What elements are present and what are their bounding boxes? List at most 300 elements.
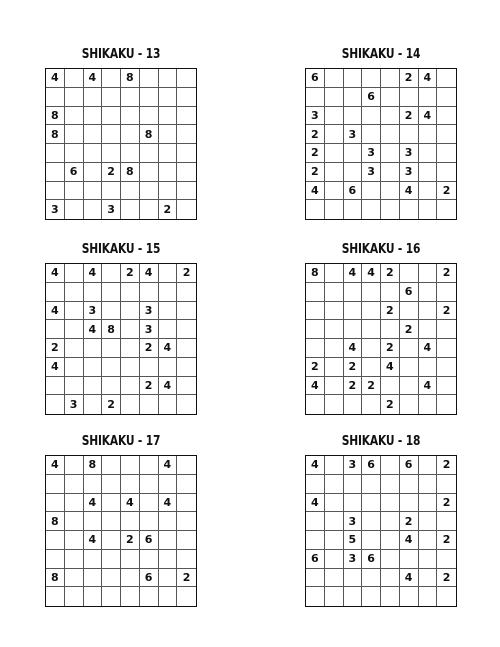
grid-cell[interactable] bbox=[325, 69, 344, 88]
grid-cell[interactable] bbox=[84, 550, 103, 569]
grid-cell[interactable] bbox=[362, 283, 381, 302]
grid-cell[interactable] bbox=[140, 395, 159, 414]
grid-cell[interactable] bbox=[325, 494, 344, 513]
grid-cell[interactable]: 4 bbox=[344, 339, 363, 358]
grid-cell[interactable] bbox=[140, 512, 159, 531]
grid-cell[interactable] bbox=[140, 88, 159, 107]
grid-cell[interactable] bbox=[159, 531, 178, 550]
grid-cell[interactable]: 4 bbox=[400, 569, 419, 588]
grid-cell[interactable] bbox=[121, 339, 140, 358]
grid-cell[interactable]: 3 bbox=[140, 320, 159, 339]
grid-cell[interactable] bbox=[102, 69, 121, 88]
grid-cell[interactable] bbox=[46, 494, 65, 513]
grid-cell[interactable] bbox=[325, 569, 344, 588]
grid-cell[interactable] bbox=[65, 182, 84, 201]
grid-cell[interactable] bbox=[65, 456, 84, 475]
grid-cell[interactable] bbox=[362, 320, 381, 339]
grid-cell[interactable] bbox=[84, 163, 103, 182]
grid-cell[interactable]: 6 bbox=[400, 456, 419, 475]
grid-cell[interactable]: 6 bbox=[344, 182, 363, 201]
grid-cell[interactable]: 6 bbox=[306, 69, 325, 88]
grid-cell[interactable] bbox=[84, 587, 103, 606]
grid-cell[interactable]: 3 bbox=[344, 550, 363, 569]
grid-cell[interactable] bbox=[159, 550, 178, 569]
grid-cell[interactable] bbox=[84, 377, 103, 396]
grid-cell[interactable] bbox=[325, 144, 344, 163]
grid-cell[interactable]: 6 bbox=[140, 569, 159, 588]
grid-cell[interactable] bbox=[140, 182, 159, 201]
grid-cell[interactable] bbox=[325, 512, 344, 531]
grid-cell[interactable] bbox=[102, 144, 121, 163]
grid-cell[interactable] bbox=[400, 475, 419, 494]
grid-cell[interactable]: 2 bbox=[306, 125, 325, 144]
grid-cell[interactable]: 4 bbox=[419, 339, 438, 358]
grid-cell[interactable] bbox=[362, 512, 381, 531]
grid-cell[interactable] bbox=[306, 587, 325, 606]
grid-cell[interactable]: 2 bbox=[400, 320, 419, 339]
grid-cell[interactable] bbox=[419, 302, 438, 321]
grid-cell[interactable] bbox=[159, 182, 178, 201]
grid-cell[interactable]: 4 bbox=[140, 264, 159, 283]
grid-cell[interactable]: 4 bbox=[381, 358, 400, 377]
grid-cell[interactable]: 2 bbox=[344, 377, 363, 396]
grid-cell[interactable]: 3 bbox=[140, 302, 159, 321]
grid-cell[interactable] bbox=[177, 358, 196, 377]
grid-cell[interactable] bbox=[400, 88, 419, 107]
grid-cell[interactable] bbox=[84, 125, 103, 144]
grid-cell[interactable] bbox=[140, 163, 159, 182]
grid-cell[interactable] bbox=[84, 475, 103, 494]
grid-cell[interactable] bbox=[306, 200, 325, 219]
grid-cell[interactable]: 4 bbox=[306, 182, 325, 201]
grid-cell[interactable] bbox=[306, 569, 325, 588]
grid-cell[interactable] bbox=[84, 339, 103, 358]
grid-cell[interactable] bbox=[362, 125, 381, 144]
grid-cell[interactable]: 3 bbox=[344, 512, 363, 531]
grid-cell[interactable] bbox=[65, 320, 84, 339]
grid-cell[interactable] bbox=[325, 320, 344, 339]
grid-cell[interactable]: 2 bbox=[306, 144, 325, 163]
grid-cell[interactable]: 4 bbox=[344, 264, 363, 283]
grid-cell[interactable]: 4 bbox=[46, 358, 65, 377]
grid-cell[interactable] bbox=[65, 569, 84, 588]
grid-cell[interactable] bbox=[177, 320, 196, 339]
grid-cell[interactable] bbox=[381, 320, 400, 339]
grid-cell[interactable] bbox=[102, 125, 121, 144]
grid-cell[interactable] bbox=[419, 456, 438, 475]
grid-cell[interactable]: 4 bbox=[400, 182, 419, 201]
grid-cell[interactable] bbox=[102, 512, 121, 531]
grid-cell[interactable] bbox=[362, 531, 381, 550]
grid-cell[interactable] bbox=[159, 358, 178, 377]
grid-cell[interactable] bbox=[381, 283, 400, 302]
grid-cell[interactable] bbox=[177, 456, 196, 475]
grid-cell[interactable] bbox=[306, 88, 325, 107]
grid-cell[interactable] bbox=[65, 144, 84, 163]
grid-cell[interactable] bbox=[437, 200, 456, 219]
grid-cell[interactable]: 2 bbox=[437, 456, 456, 475]
grid-cell[interactable]: 8 bbox=[121, 69, 140, 88]
grid-cell[interactable]: 2 bbox=[437, 302, 456, 321]
grid-cell[interactable] bbox=[344, 283, 363, 302]
grid-cell[interactable] bbox=[381, 550, 400, 569]
grid-cell[interactable]: 4 bbox=[306, 377, 325, 396]
grid-cell[interactable] bbox=[65, 339, 84, 358]
grid-cell[interactable] bbox=[419, 531, 438, 550]
grid-cell[interactable] bbox=[65, 302, 84, 321]
grid-cell[interactable]: 2 bbox=[306, 163, 325, 182]
grid-cell[interactable] bbox=[325, 125, 344, 144]
grid-cell[interactable]: 3 bbox=[46, 200, 65, 219]
grid-cell[interactable]: 4 bbox=[46, 302, 65, 321]
grid-cell[interactable] bbox=[65, 358, 84, 377]
grid-cell[interactable] bbox=[46, 531, 65, 550]
grid-cell[interactable] bbox=[159, 320, 178, 339]
grid-cell[interactable]: 8 bbox=[46, 125, 65, 144]
grid-cell[interactable]: 2 bbox=[400, 107, 419, 126]
grid-cell[interactable] bbox=[437, 395, 456, 414]
grid-cell[interactable] bbox=[159, 88, 178, 107]
grid-cell[interactable]: 2 bbox=[140, 377, 159, 396]
grid-cell[interactable]: 2 bbox=[437, 182, 456, 201]
grid-cell[interactable] bbox=[437, 339, 456, 358]
grid-cell[interactable] bbox=[46, 550, 65, 569]
grid-cell[interactable]: 3 bbox=[344, 125, 363, 144]
grid-cell[interactable] bbox=[102, 587, 121, 606]
grid-cell[interactable] bbox=[177, 163, 196, 182]
grid-cell[interactable] bbox=[325, 339, 344, 358]
grid-cell[interactable]: 6 bbox=[306, 550, 325, 569]
grid-cell[interactable] bbox=[325, 283, 344, 302]
grid-cell[interactable]: 4 bbox=[84, 264, 103, 283]
grid-cell[interactable] bbox=[344, 320, 363, 339]
grid-cell[interactable] bbox=[121, 107, 140, 126]
grid-cell[interactable] bbox=[419, 512, 438, 531]
grid-cell[interactable] bbox=[381, 531, 400, 550]
grid-cell[interactable] bbox=[344, 569, 363, 588]
grid-cell[interactable]: 2 bbox=[437, 264, 456, 283]
grid-cell[interactable] bbox=[46, 475, 65, 494]
grid-cell[interactable] bbox=[102, 456, 121, 475]
grid-cell[interactable] bbox=[177, 377, 196, 396]
grid-cell[interactable]: 4 bbox=[46, 69, 65, 88]
grid-cell[interactable] bbox=[381, 569, 400, 588]
grid-cell[interactable] bbox=[46, 395, 65, 414]
grid-cell[interactable]: 8 bbox=[121, 163, 140, 182]
grid-cell[interactable] bbox=[140, 283, 159, 302]
grid-cell[interactable] bbox=[46, 320, 65, 339]
grid-cell[interactable] bbox=[140, 200, 159, 219]
grid-cell[interactable] bbox=[121, 200, 140, 219]
grid-cell[interactable] bbox=[159, 163, 178, 182]
grid-cell[interactable] bbox=[65, 587, 84, 606]
grid-cell[interactable]: 6 bbox=[65, 163, 84, 182]
grid-cell[interactable] bbox=[46, 182, 65, 201]
grid-cell[interactable]: 8 bbox=[140, 125, 159, 144]
grid-cell[interactable]: 2 bbox=[177, 264, 196, 283]
grid-cell[interactable]: 4 bbox=[419, 377, 438, 396]
grid-cell[interactable] bbox=[306, 395, 325, 414]
grid-cell[interactable] bbox=[325, 358, 344, 377]
grid-cell[interactable]: 4 bbox=[400, 531, 419, 550]
grid-cell[interactable] bbox=[102, 182, 121, 201]
grid-cell[interactable] bbox=[102, 107, 121, 126]
grid-cell[interactable] bbox=[325, 200, 344, 219]
grid-cell[interactable] bbox=[84, 512, 103, 531]
grid-cell[interactable] bbox=[325, 475, 344, 494]
grid-cell[interactable] bbox=[159, 283, 178, 302]
grid-cell[interactable] bbox=[437, 512, 456, 531]
grid-cell[interactable]: 2 bbox=[400, 512, 419, 531]
grid-cell[interactable] bbox=[381, 200, 400, 219]
grid-cell[interactable] bbox=[381, 144, 400, 163]
grid-cell[interactable]: 8 bbox=[84, 456, 103, 475]
grid-cell[interactable] bbox=[65, 512, 84, 531]
grid-cell[interactable]: 4 bbox=[306, 456, 325, 475]
grid-cell[interactable] bbox=[102, 283, 121, 302]
grid-cell[interactable] bbox=[177, 107, 196, 126]
grid-cell[interactable] bbox=[362, 569, 381, 588]
grid-cell[interactable]: 3 bbox=[362, 144, 381, 163]
grid-cell[interactable]: 2 bbox=[121, 531, 140, 550]
grid-cell[interactable]: 4 bbox=[159, 339, 178, 358]
grid-cell[interactable]: 2 bbox=[46, 339, 65, 358]
grid-cell[interactable] bbox=[325, 264, 344, 283]
grid-cell[interactable]: 6 bbox=[362, 550, 381, 569]
grid-cell[interactable] bbox=[381, 125, 400, 144]
grid-cell[interactable] bbox=[140, 494, 159, 513]
grid-cell[interactable]: 8 bbox=[102, 320, 121, 339]
grid-cell[interactable] bbox=[325, 587, 344, 606]
grid-cell[interactable] bbox=[437, 377, 456, 396]
grid-cell[interactable] bbox=[381, 475, 400, 494]
grid-cell[interactable] bbox=[437, 107, 456, 126]
grid-cell[interactable]: 4 bbox=[419, 107, 438, 126]
grid-cell[interactable] bbox=[344, 163, 363, 182]
grid-cell[interactable] bbox=[121, 320, 140, 339]
grid-cell[interactable] bbox=[177, 587, 196, 606]
grid-cell[interactable]: 4 bbox=[362, 264, 381, 283]
grid-cell[interactable] bbox=[159, 144, 178, 163]
grid-cell[interactable] bbox=[102, 531, 121, 550]
grid-cell[interactable] bbox=[159, 302, 178, 321]
grid-cell[interactable] bbox=[159, 264, 178, 283]
grid-cell[interactable] bbox=[437, 163, 456, 182]
grid-cell[interactable] bbox=[419, 200, 438, 219]
grid-cell[interactable]: 2 bbox=[400, 69, 419, 88]
grid-cell[interactable] bbox=[159, 69, 178, 88]
grid-cell[interactable] bbox=[325, 456, 344, 475]
grid-cell[interactable]: 4 bbox=[46, 456, 65, 475]
grid-cell[interactable] bbox=[362, 182, 381, 201]
grid-cell[interactable] bbox=[400, 264, 419, 283]
grid-cell[interactable]: 3 bbox=[344, 456, 363, 475]
grid-cell[interactable] bbox=[102, 88, 121, 107]
grid-cell[interactable] bbox=[362, 339, 381, 358]
grid-cell[interactable] bbox=[102, 494, 121, 513]
grid-cell[interactable] bbox=[102, 339, 121, 358]
grid-cell[interactable] bbox=[437, 69, 456, 88]
grid-cell[interactable] bbox=[84, 144, 103, 163]
grid-cell[interactable] bbox=[325, 531, 344, 550]
grid-cell[interactable] bbox=[419, 475, 438, 494]
grid-cell[interactable] bbox=[159, 475, 178, 494]
grid-cell[interactable] bbox=[381, 494, 400, 513]
grid-cell[interactable] bbox=[121, 475, 140, 494]
grid-cell[interactable]: 2 bbox=[381, 264, 400, 283]
grid-cell[interactable] bbox=[419, 395, 438, 414]
grid-cell[interactable] bbox=[381, 587, 400, 606]
grid-cell[interactable] bbox=[177, 200, 196, 219]
grid-cell[interactable] bbox=[419, 144, 438, 163]
grid-cell[interactable] bbox=[121, 456, 140, 475]
grid-cell[interactable] bbox=[140, 550, 159, 569]
grid-cell[interactable] bbox=[437, 88, 456, 107]
grid-cell[interactable]: 3 bbox=[65, 395, 84, 414]
grid-cell[interactable] bbox=[306, 339, 325, 358]
grid-cell[interactable] bbox=[381, 88, 400, 107]
grid-cell[interactable] bbox=[65, 125, 84, 144]
grid-cell[interactable] bbox=[121, 587, 140, 606]
grid-cell[interactable]: 6 bbox=[400, 283, 419, 302]
grid-cell[interactable] bbox=[84, 283, 103, 302]
grid-cell[interactable] bbox=[159, 395, 178, 414]
grid-cell[interactable] bbox=[46, 163, 65, 182]
grid-cell[interactable] bbox=[65, 107, 84, 126]
grid-cell[interactable] bbox=[177, 302, 196, 321]
grid-cell[interactable] bbox=[65, 550, 84, 569]
grid-cell[interactable] bbox=[159, 107, 178, 126]
grid-cell[interactable] bbox=[381, 107, 400, 126]
grid-cell[interactable] bbox=[437, 125, 456, 144]
grid-cell[interactable]: 2 bbox=[177, 569, 196, 588]
grid-cell[interactable]: 4 bbox=[84, 494, 103, 513]
grid-cell[interactable] bbox=[140, 475, 159, 494]
grid-cell[interactable] bbox=[102, 569, 121, 588]
grid-cell[interactable]: 2 bbox=[381, 302, 400, 321]
grid-cell[interactable] bbox=[306, 283, 325, 302]
grid-cell[interactable] bbox=[159, 569, 178, 588]
grid-cell[interactable] bbox=[400, 200, 419, 219]
grid-cell[interactable]: 3 bbox=[84, 302, 103, 321]
grid-cell[interactable] bbox=[102, 475, 121, 494]
grid-cell[interactable] bbox=[437, 358, 456, 377]
grid-cell[interactable] bbox=[419, 182, 438, 201]
grid-cell[interactable] bbox=[344, 395, 363, 414]
grid-cell[interactable] bbox=[362, 107, 381, 126]
grid-cell[interactable] bbox=[177, 512, 196, 531]
grid-cell[interactable] bbox=[344, 587, 363, 606]
grid-cell[interactable]: 4 bbox=[84, 69, 103, 88]
grid-cell[interactable] bbox=[437, 320, 456, 339]
grid-cell[interactable]: 5 bbox=[344, 531, 363, 550]
grid-cell[interactable]: 2 bbox=[381, 339, 400, 358]
grid-cell[interactable] bbox=[362, 494, 381, 513]
grid-cell[interactable]: 4 bbox=[121, 494, 140, 513]
grid-cell[interactable] bbox=[140, 144, 159, 163]
grid-cell[interactable]: 8 bbox=[46, 107, 65, 126]
grid-cell[interactable] bbox=[344, 475, 363, 494]
grid-cell[interactable]: 3 bbox=[362, 163, 381, 182]
grid-cell[interactable] bbox=[121, 283, 140, 302]
grid-cell[interactable] bbox=[419, 494, 438, 513]
grid-cell[interactable] bbox=[102, 302, 121, 321]
grid-cell[interactable] bbox=[140, 587, 159, 606]
grid-cell[interactable] bbox=[121, 550, 140, 569]
grid-cell[interactable] bbox=[121, 182, 140, 201]
grid-cell[interactable] bbox=[419, 358, 438, 377]
grid-cell[interactable] bbox=[177, 144, 196, 163]
grid-cell[interactable]: 2 bbox=[362, 377, 381, 396]
grid-cell[interactable] bbox=[121, 358, 140, 377]
grid-cell[interactable] bbox=[65, 475, 84, 494]
grid-cell[interactable]: 2 bbox=[159, 200, 178, 219]
grid-cell[interactable] bbox=[419, 283, 438, 302]
grid-cell[interactable] bbox=[140, 456, 159, 475]
grid-cell[interactable] bbox=[121, 302, 140, 321]
grid-cell[interactable] bbox=[325, 550, 344, 569]
grid-cell[interactable] bbox=[306, 320, 325, 339]
grid-cell[interactable] bbox=[344, 107, 363, 126]
grid-cell[interactable] bbox=[437, 283, 456, 302]
grid-cell[interactable] bbox=[65, 264, 84, 283]
grid-cell[interactable] bbox=[46, 587, 65, 606]
grid-cell[interactable] bbox=[121, 144, 140, 163]
grid-cell[interactable] bbox=[419, 320, 438, 339]
grid-cell[interactable] bbox=[437, 550, 456, 569]
grid-cell[interactable] bbox=[362, 358, 381, 377]
grid-cell[interactable] bbox=[65, 200, 84, 219]
grid-cell[interactable] bbox=[344, 302, 363, 321]
grid-cell[interactable] bbox=[177, 88, 196, 107]
grid-cell[interactable] bbox=[121, 88, 140, 107]
grid-cell[interactable] bbox=[362, 475, 381, 494]
grid-cell[interactable] bbox=[381, 182, 400, 201]
grid-cell[interactable]: 2 bbox=[306, 358, 325, 377]
grid-cell[interactable] bbox=[400, 550, 419, 569]
grid-cell[interactable] bbox=[306, 531, 325, 550]
grid-cell[interactable] bbox=[400, 339, 419, 358]
grid-cell[interactable] bbox=[84, 569, 103, 588]
grid-cell[interactable] bbox=[306, 512, 325, 531]
grid-cell[interactable]: 2 bbox=[437, 531, 456, 550]
grid-cell[interactable]: 6 bbox=[140, 531, 159, 550]
grid-cell[interactable] bbox=[65, 283, 84, 302]
grid-cell[interactable] bbox=[400, 494, 419, 513]
grid-cell[interactable] bbox=[344, 494, 363, 513]
grid-cell[interactable] bbox=[121, 569, 140, 588]
grid-cell[interactable]: 4 bbox=[159, 456, 178, 475]
grid-cell[interactable] bbox=[400, 587, 419, 606]
grid-cell[interactable]: 8 bbox=[306, 264, 325, 283]
grid-cell[interactable] bbox=[84, 358, 103, 377]
grid-cell[interactable] bbox=[159, 125, 178, 144]
grid-cell[interactable]: 2 bbox=[344, 358, 363, 377]
grid-cell[interactable]: 2 bbox=[381, 395, 400, 414]
grid-cell[interactable] bbox=[177, 125, 196, 144]
grid-cell[interactable] bbox=[121, 377, 140, 396]
grid-cell[interactable] bbox=[437, 144, 456, 163]
grid-cell[interactable]: 8 bbox=[46, 512, 65, 531]
grid-cell[interactable] bbox=[102, 264, 121, 283]
grid-cell[interactable]: 4 bbox=[159, 494, 178, 513]
grid-cell[interactable] bbox=[400, 125, 419, 144]
grid-cell[interactable] bbox=[84, 182, 103, 201]
grid-cell[interactable]: 2 bbox=[121, 264, 140, 283]
grid-cell[interactable] bbox=[65, 88, 84, 107]
grid-cell[interactable] bbox=[121, 512, 140, 531]
grid-cell[interactable] bbox=[419, 125, 438, 144]
